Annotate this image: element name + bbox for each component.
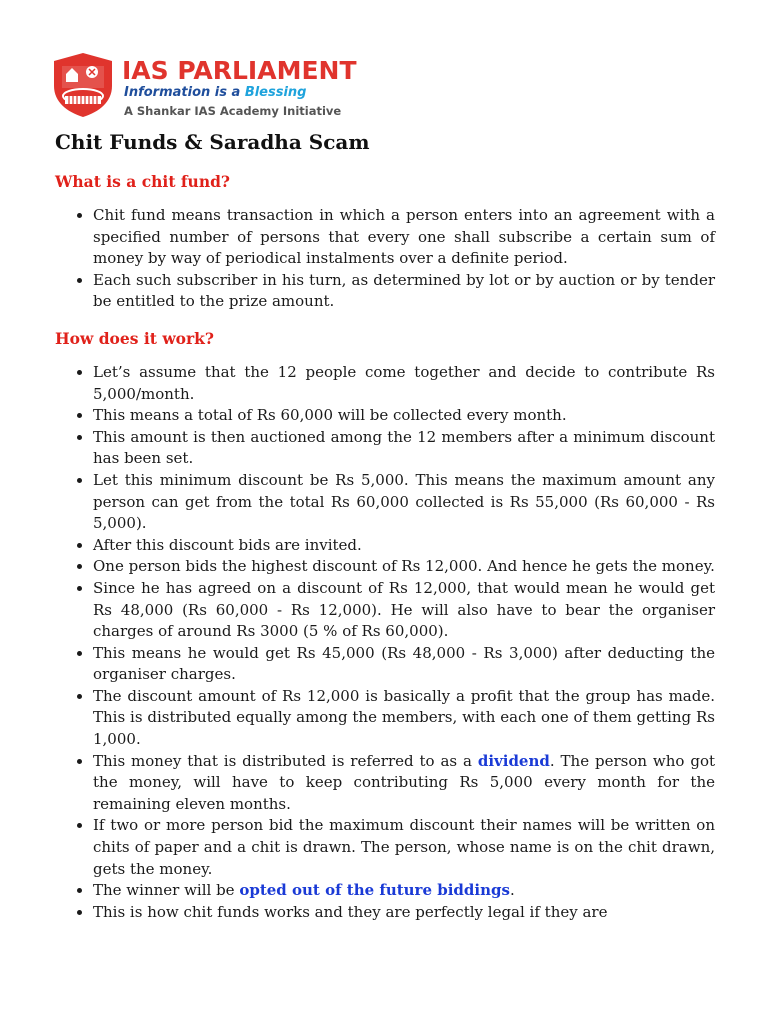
list-item: • Each such subscriber in his turn, as determined by lot or by auction or by tender be entitled to the prize amount. [93,270,715,313]
brand-subtitle: A Shankar IAS Academy Initiative [124,104,342,118]
highlight-opted-out: opted out of the future biddings [239,881,510,900]
brand-name: IAS PARLIAMENT [122,56,357,85]
list-item: • This amount is then auctioned among the 12 members after a minimum discount has been set. [93,427,715,470]
list-item: • Let this minimum discount be Rs 5,000. This means the maximum amount any person can get from the total Rs 60,000 collected is Rs 55,000 (Rs 60,000 - Rs 5,000). [93,470,715,535]
list-item-winner [93,880,715,902]
section-heading-how: How does it work? [55,328,214,348]
list-item: • This is how chit funds works and they are perfectly legal if they are [93,902,715,924]
highlight-dividend: dividend [477,751,550,770]
text-run: . [509,881,515,900]
list-item: • The discount amount of Rs 12,000 is basically a profit that the group has made. This is distributed equally among the members, with each one of them getting Rs 1,000. [93,686,715,751]
text-run: This money that is distributed is referred to as a [93,751,478,770]
list-item: • If two or more person bid the maximum discount their names will be written on chits of paper and a chit is drawn. The person, whose name is on the chit drawn, gets the money. [93,815,715,880]
list-item: • Let’s assume that the 12 people come together and decide to contribute Rs 5,000/month. [93,362,715,405]
list-item-dividend [93,751,715,816]
document-title: Chit Funds & Saradha Scam [55,130,370,154]
tagline-part2: Blessing [244,85,307,100]
list-item: • One person bids the highest discount of Rs 12,000. And hence he gets the money. [93,556,715,578]
list-item: • Chit fund means transaction in which a person enters into an agreement with a specified number of persons that every one shall subscribe a certain sum of money by way of periodical instalments over a definite period. [93,205,715,270]
bullet-list-what [55,205,715,313]
list-item: • After this discount bids are invited. [93,535,715,557]
tagline-part1: Information is a [124,85,245,100]
document-body [55,130,715,939]
list-item: • This means he would get Rs 45,000 (Rs 48,000 - Rs 3,000) after deducting the organiser charges. [93,643,715,686]
text-run: The winner will be [93,881,240,900]
brand-tagline [124,85,307,100]
bullet-list-how [55,362,715,923]
section-heading-what: What is a chit fund? [55,172,231,191]
text-run: . The person who got the money, will have to keep contributing Rs 5,000 every month for the remaining eleven months. [93,751,715,813]
shield-logo-icon [52,52,114,118]
list-item: • Since he has agreed on a discount of Rs 12,000, that would mean he would get Rs 48,000 (Rs 60,000 - Rs 12,000). He will also have to bear the organiser charges of around Rs 3000 (5 % of Rs 60,000). [93,578,715,643]
brand-header [52,52,412,124]
list-item: • This means a total of Rs 60,000 will be collected every month. [93,405,715,427]
